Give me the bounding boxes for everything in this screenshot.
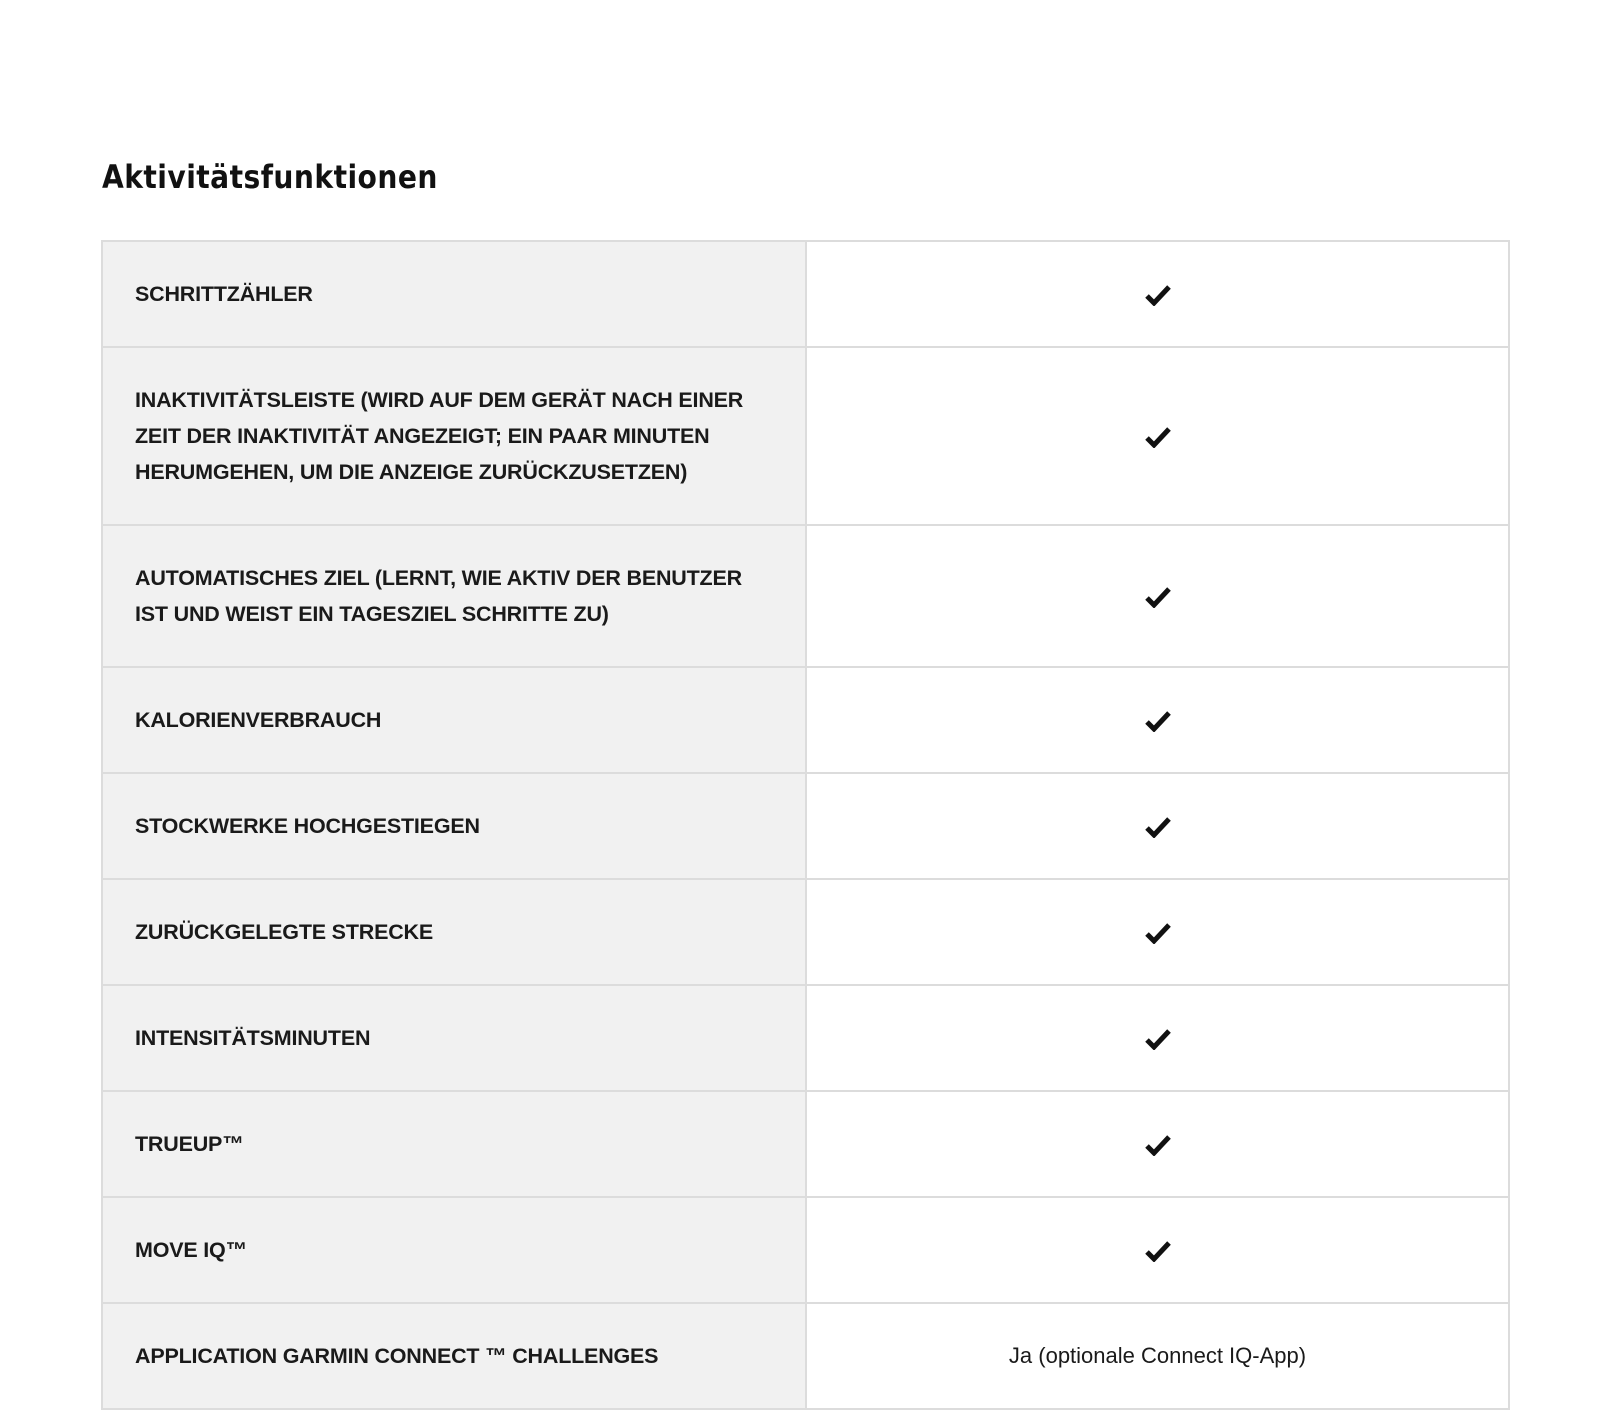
feature-value	[806, 879, 1509, 985]
table-row	[102, 1197, 1509, 1303]
checkmark-icon	[1145, 816, 1171, 838]
table-row	[102, 1303, 1509, 1409]
feature-label: TRUEUP™	[102, 1091, 806, 1197]
checkmark-icon	[1145, 284, 1171, 306]
table-row	[102, 773, 1509, 879]
table-row	[102, 1091, 1509, 1197]
feature-value	[806, 1197, 1509, 1303]
feature-value	[806, 347, 1509, 525]
feature-label: APPLICATION GARMIN CONNECT ™ CHALLENGES	[102, 1303, 806, 1409]
feature-label: AUTOMATISCHES ZIEL (LERNT, WIE AKTIV DER BENUTZER IST UND WEIST EIN TAGESZIEL SCHRITTE ZU)	[102, 525, 806, 667]
checkmark-icon	[1145, 1028, 1171, 1050]
feature-value	[806, 1091, 1509, 1197]
activity-features-table	[101, 240, 1510, 1410]
checkmark-icon	[1145, 426, 1171, 448]
feature-value	[806, 525, 1509, 667]
feature-label: INTENSITÄTSMINUTEN	[102, 985, 806, 1091]
table-row	[102, 525, 1509, 667]
feature-label: STOCKWERKE HOCHGESTIEGEN	[102, 773, 806, 879]
feature-value	[806, 985, 1509, 1091]
feature-value	[806, 667, 1509, 773]
feature-label: SCHRITTZÄHLER	[102, 241, 806, 347]
checkmark-icon	[1145, 922, 1171, 944]
table-row	[102, 667, 1509, 773]
feature-value	[806, 241, 1509, 347]
table-row	[102, 347, 1509, 525]
feature-label: MOVE IQ™	[102, 1197, 806, 1303]
feature-value	[806, 773, 1509, 879]
checkmark-icon	[1145, 1240, 1171, 1262]
table-row	[102, 879, 1509, 985]
table-row	[102, 985, 1509, 1091]
checkmark-icon	[1145, 710, 1171, 732]
feature-label: INAKTIVITÄTSLEISTE (WIRD AUF DEM GERÄT NACH EINER ZEIT DER INAKTIVITÄT ANGEZEIGT; EIN PAAR MINUTEN HERUMGEHEN, UM DIE ANZEIGE ZURÜCKZUSETZEN)	[102, 347, 806, 525]
section-title: Aktivitätsfunktionen	[102, 158, 438, 196]
table-row	[102, 241, 1509, 347]
feature-label: KALORIENVERBRAUCH	[102, 667, 806, 773]
checkmark-icon	[1145, 586, 1171, 608]
feature-label: ZURÜCKGELEGTE STRECKE	[102, 879, 806, 985]
feature-value-text: Ja (optionale Connect IQ-App)	[1008, 1343, 1307, 1368]
checkmark-icon	[1145, 1134, 1171, 1156]
feature-value	[806, 1303, 1509, 1409]
